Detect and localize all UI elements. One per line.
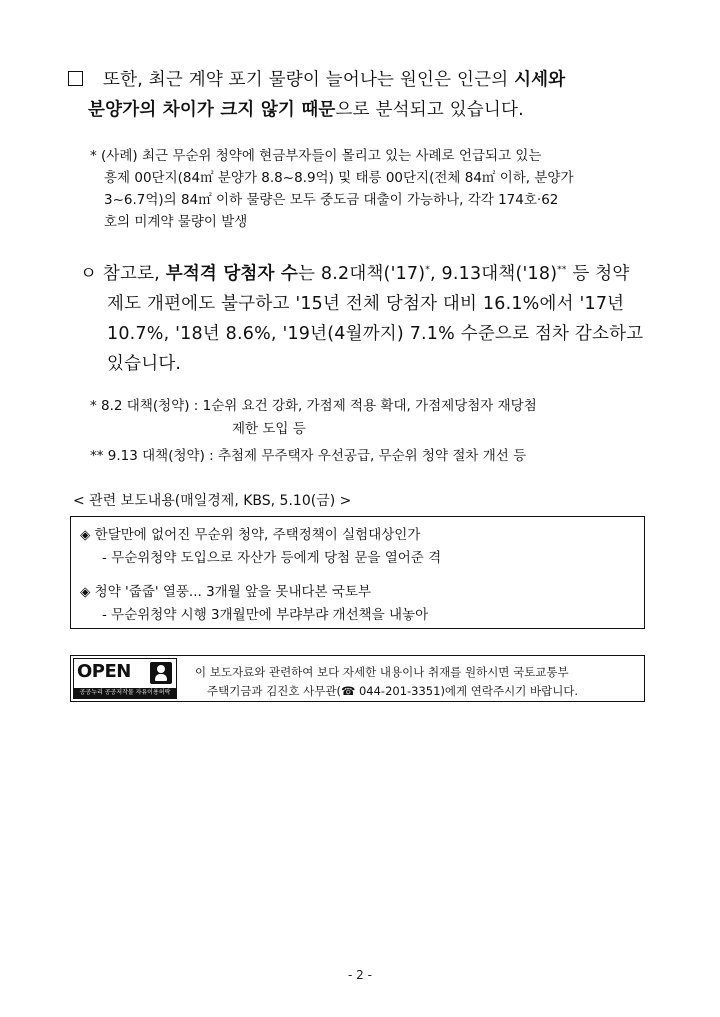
note1-line2: 흥제 00단지(84㎡ 분양가 8.8~8.9억) 및 태릉 00단지(전체 84㎡ 이하, 분양가: [104, 170, 574, 186]
para1-text: 또한, 최근 계약 포기 물량이 늘어나는 원인은 인근의: [103, 70, 515, 90]
para2-line3: 10.7%, '18년 8.6%, '19년(4월까지) 7.1% 수준으로 점차 감소하고: [107, 324, 644, 344]
para1-bold-2: 분양가의 차이가 크지 않기 때문: [88, 100, 336, 120]
para2-bold: 부적격 당첨자 수: [165, 264, 299, 284]
logo-strip-text: 공공누리 공공저작물 자유이용허락: [74, 688, 176, 698]
para2-line1: [80, 260, 629, 285]
open-logo-text: OPEN: [77, 661, 131, 682]
related-item-1-title: ◈ 한달만에 없어진 무순위 청약, 주택정책이 실험대상인가: [80, 527, 421, 543]
related-item-2-title: ◈ 청약 '줍줍' 열풍... 3개월 앞을 못내다본 국토부: [80, 584, 372, 600]
checkbox-square-icon: [68, 71, 83, 86]
para1-line2: [88, 96, 524, 121]
footnote-marker-1: *: [425, 265, 430, 276]
para1-bold: 시세와: [514, 70, 566, 90]
para2-text-c: 는 8.2대책('17): [298, 264, 426, 284]
footnote-marker-2: **: [557, 265, 567, 276]
contact-line1: 이 보도자료와 관련하여 보다 자세한 내용이나 취재를 원하시면 국토교통부: [195, 665, 569, 679]
note2-line3: ** 9.13 대책(청약) : 추첨제 무주택자 우선공급, 무순위 청약 절차 개선 등: [90, 448, 527, 464]
para2-bullet: ㅇ 참고로,: [80, 264, 166, 284]
note1-line4: 호의 미계약 물량이 발생: [104, 214, 248, 230]
related-heading: < 관련 보도내용(매일경제, KBS, 5.10(금) >: [73, 493, 352, 509]
note2-line2: 제한 도입 등: [232, 421, 306, 437]
para2-text-e: 등 청약: [566, 264, 630, 284]
para1-text-2: 으로 분석되고 있습니다.: [335, 100, 524, 120]
para2-text-d: , 9.13대책('18): [430, 264, 558, 284]
para2-line4: 있습니다.: [107, 354, 182, 374]
related-item-2-sub: - 무순위청약 시행 3개월만에 부랴부랴 개선책을 내놓아: [102, 607, 429, 623]
para2-line2: 제도 개편에도 불구하고 '15년 전체 당첨자 대비 16.1%에서 '17년: [107, 294, 625, 314]
open-license-logo: [73, 658, 177, 699]
person-badge-icon: [150, 662, 172, 684]
para1-line1: [103, 66, 565, 91]
note2-line1: * 8.2 대책(청약) : 1순위 요건 강화, 가점제 적용 확대, 가점제당첨자 재당첨: [90, 398, 537, 414]
note1-line3: 3~6.7억)의 84㎡ 이하 물량은 모두 중도금 대출이 가능하나, 각각 174호·62: [104, 192, 559, 208]
related-item-1-sub: - 무순위청약 도입으로 자산가 등에게 당첨 문을 열어준 격: [102, 550, 442, 566]
page-number: - 2 -: [348, 968, 372, 982]
note1-line1: * (사례) 최근 무순위 청약에 현금부자들이 몰리고 있는 사례로 언급되고 있는: [90, 148, 542, 164]
contact-line2: 주택기금과 김진호 사무관(☎ 044-201-3351)에게 연락주시기 바랍니다.: [207, 684, 579, 698]
